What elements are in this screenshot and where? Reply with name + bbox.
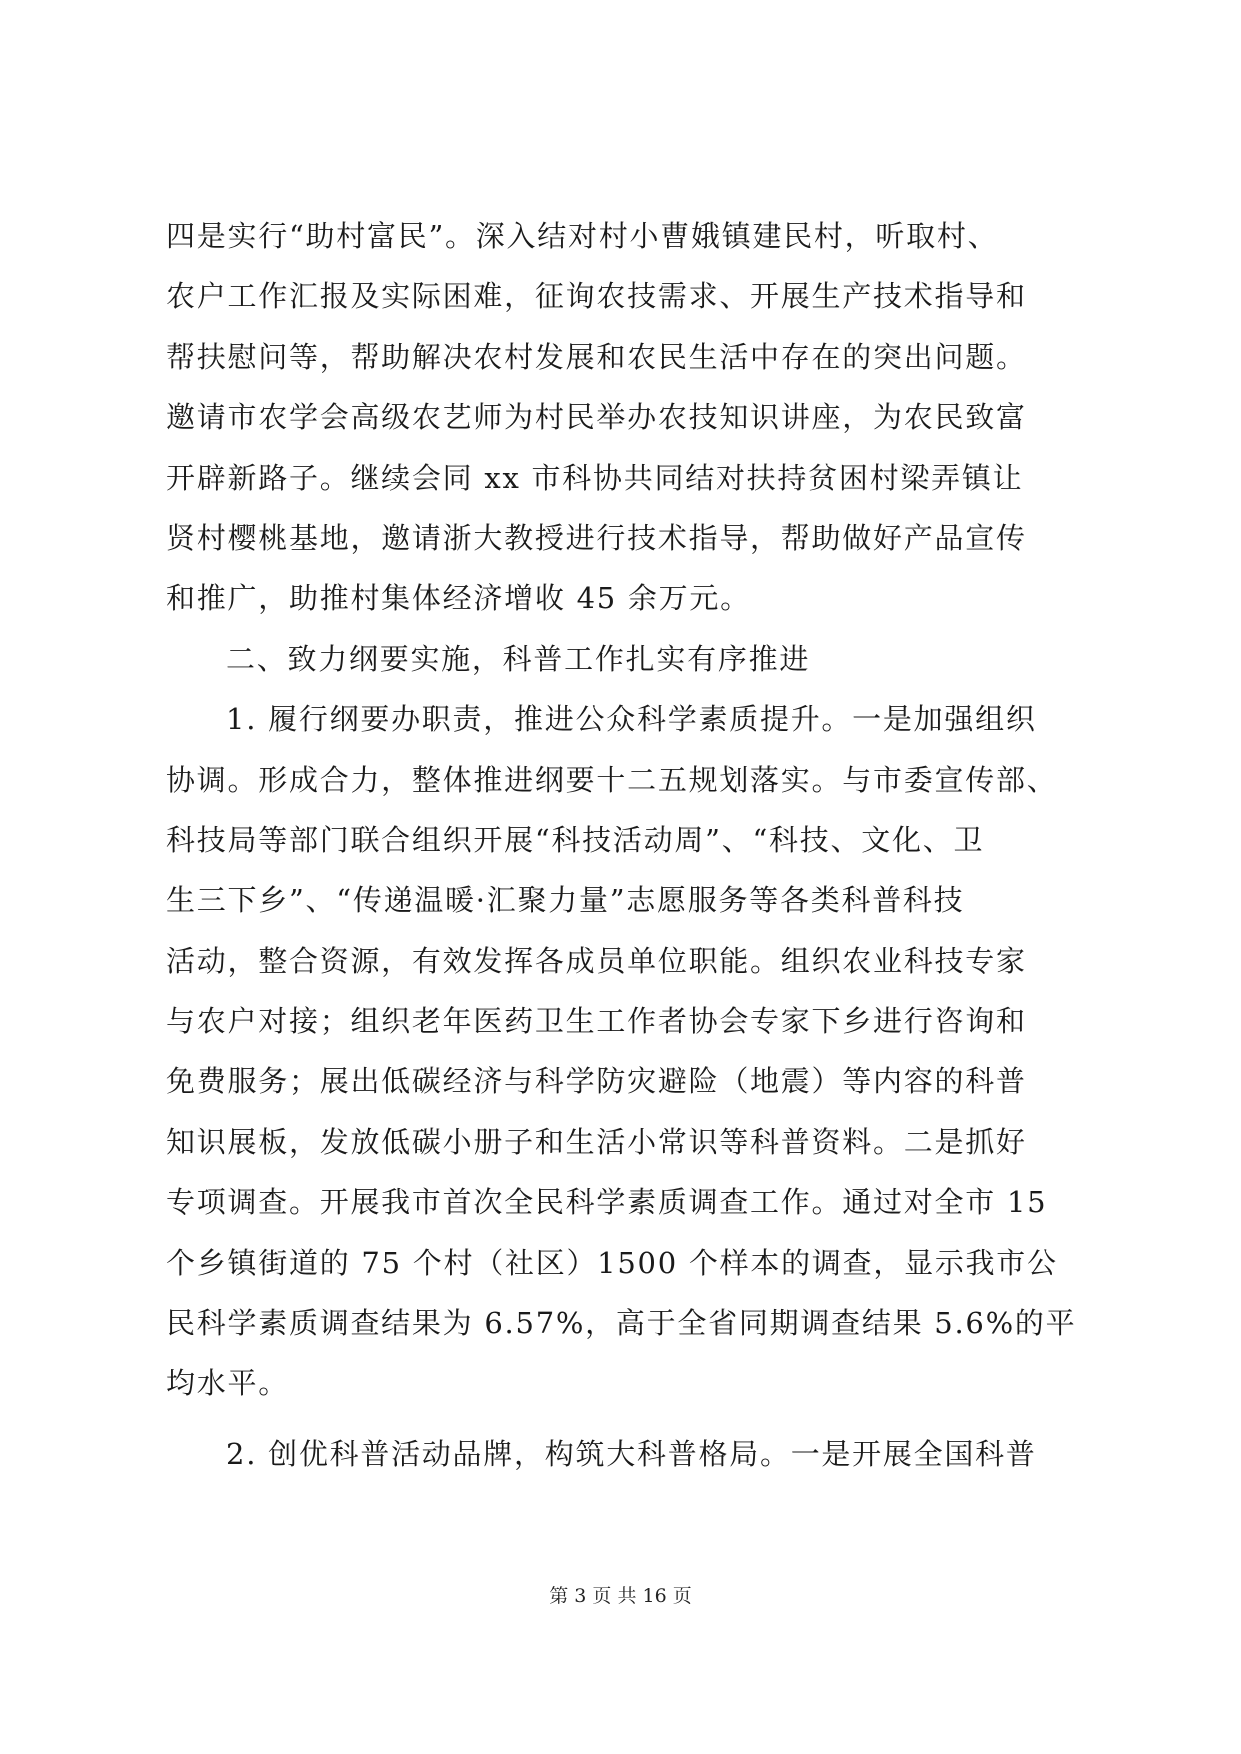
text-line: 民科学素质调查结果为 6.57%，高于全省同期调查结果 5.6%的平 xyxy=(166,1306,1077,1341)
text-line: 农户工作汇报及实际困难，征询农技需求、开展生产技术指导和 xyxy=(166,279,1027,314)
text-line: 和推广，助推村集体经济增收 45 余万元。 xyxy=(166,581,751,616)
paragraph-start: 1. 履行纲要办职责，推进公众科学素质提升。一是加强组织 xyxy=(226,702,1037,737)
text-line: 个乡镇街道的 75 个村（社区）1500 个样本的调查，显示我市公 xyxy=(166,1245,1058,1280)
text-line: 与农户对接；组织老年医药卫生工作者协会专家下乡进行咨询和 xyxy=(166,1004,1027,1039)
text-line: 帮扶慰问等，帮助解决农村发展和农民生活中存在的突出问题。 xyxy=(166,339,1027,374)
body-text xyxy=(166,206,1086,1484)
text-line: 均水平。 xyxy=(166,1366,289,1401)
section-heading: 二、致力纲要实施，科普工作扎实有序推进 xyxy=(226,641,811,676)
text-line: 活动，整合资源，有效发挥各成员单位职能。组织农业科技专家 xyxy=(166,943,1027,978)
text-line: 免费服务；展出低碳经济与科学防灾避险（地震）等内容的科普 xyxy=(166,1064,1027,1099)
text-line: 四是实行“助村富民”。深入结对村小曹娥镇建民村，听取村、 xyxy=(166,219,999,253)
text-line: 协调。形成合力，整体推进纲要十二五规划落实。与市委宣传部、 xyxy=(166,762,1058,797)
page-number: 第 3 页 共 16 页 xyxy=(549,1585,692,1607)
text-line: 贤村樱桃基地，邀请浙大教授进行技术指导，帮助做好产品宣传 xyxy=(166,520,1027,555)
paragraph-start: 2. 创优科普活动品牌，构筑大科普格局。一是开展全国科普 xyxy=(226,1436,1037,1471)
paragraph-gap xyxy=(166,1414,1086,1424)
text-line: 开辟新路子。继续会同 xx 市科协共同结对扶持贫困村梁弄镇让 xyxy=(166,460,1024,495)
text-line: 知识展板，发放低碳小册子和生活小常识等科普资料。二是抓好 xyxy=(166,1124,1027,1159)
text-line: 邀请市农学会高级农艺师为村民举办农技知识讲座，为农民致富 xyxy=(166,400,1027,435)
text-line: 生三下乡”、“传递温暖·汇聚力量”志愿服务等各类科普科技 xyxy=(166,883,965,918)
text-line: 专项调查。开展我市首次全民科学素质调查工作。通过对全市 15 xyxy=(166,1185,1048,1220)
text-line: 科技局等部门联合组织开展“科技活动周”、“科技、文化、卫 xyxy=(166,822,985,857)
